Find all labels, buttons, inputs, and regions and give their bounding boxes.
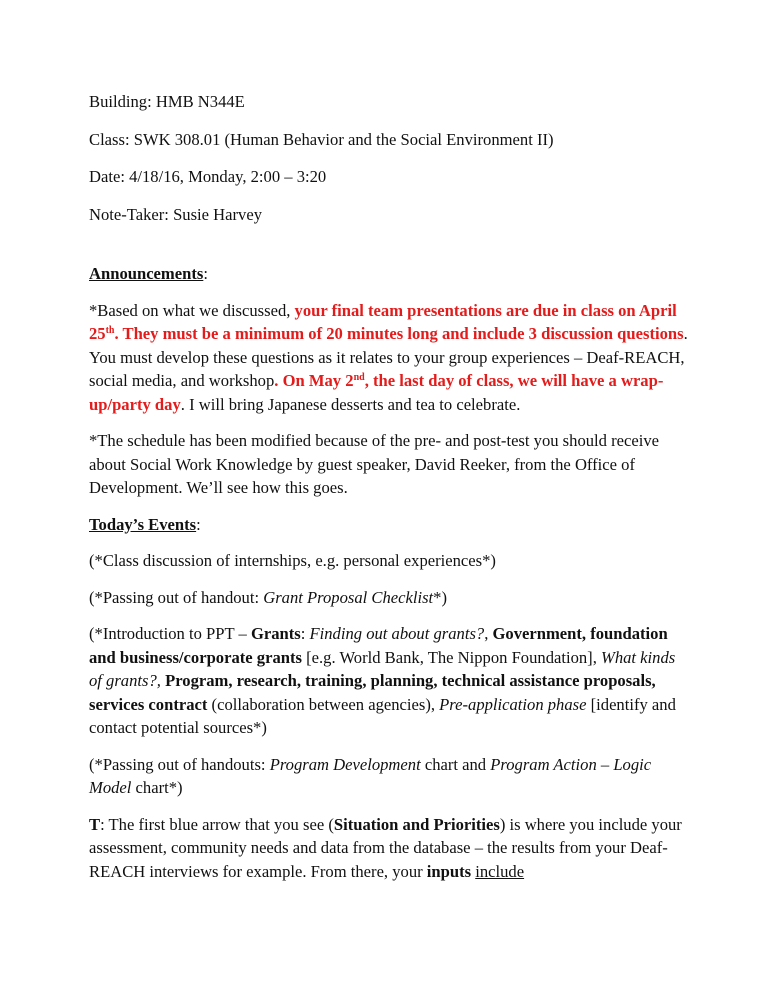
e2-c: *): [433, 587, 447, 607]
e4-c: chart and: [420, 754, 491, 774]
e4-a: (*Passing out of handouts:: [89, 754, 270, 774]
ann1-requirements: . They must be a minimum of 20 minutes long and include 3 discussion questions: [114, 324, 684, 343]
announcements-heading: [89, 262, 688, 286]
ann1-text-g: . I will bring Japanese desserts and tea to celebrate.: [180, 394, 521, 414]
e3-examples: [e.g. World Bank, The Nippon Foundation],: [301, 647, 601, 667]
events-heading: [89, 513, 688, 537]
ann1-due-sup: th: [105, 325, 115, 336]
event-teacher-note: [89, 813, 688, 884]
event-handouts-charts: [89, 753, 688, 800]
e3-grant-types: Government, foundation and business/corporate grants: [89, 624, 668, 667]
ann1-may-text: . On May 2: [274, 371, 354, 390]
events-heading-text: Today’s Events: [89, 514, 197, 534]
e2-title: Grant Proposal Checklist: [263, 587, 434, 607]
e2-a: (*Passing out of handout:: [89, 587, 264, 607]
ann1-may-sup: nd: [353, 372, 365, 383]
ann1-party-text: , the last day of class, we will have a wrap-up/party day: [89, 371, 664, 414]
announcement-presentations: [89, 299, 688, 417]
spacer: [89, 240, 688, 262]
note-taker-line: Note-Taker: Susie Harvey: [89, 204, 263, 224]
e5-include: include: [475, 861, 525, 881]
e3-a: (*Introduction to PPT –: [89, 624, 251, 643]
date-line: Date: 4/18/16, Monday, 2:00 – 3:20: [89, 167, 327, 186]
e3-c: :: [300, 624, 310, 643]
announcements-heading-text: Announcements: [89, 264, 204, 283]
e5-d: ) is where you include your assessment, community needs and data from the database – the results from your Deaf-REACH interviews for example. From there, your: [89, 814, 682, 881]
announcements-heading-colon: :: [203, 264, 208, 283]
e3-identify: [identify and contact potential sources*): [89, 694, 676, 737]
e5-inputs: inputs: [426, 861, 472, 881]
e4-e: chart*): [131, 778, 183, 797]
e4-logic-model: Program Action – Logic Model: [89, 754, 652, 797]
ann1-due-text: your final team presentations are due in class on April 25: [89, 300, 677, 343]
class-line: Class: SWK 308.01 (Human Behavior and the Social Environment II): [89, 129, 554, 149]
event-ppt-grants: [89, 622, 688, 740]
e3-proposals: Program, research, training, planning, technical assistance proposals, services contract: [89, 671, 656, 714]
e3-e: ,: [484, 624, 493, 643]
e3-grants: Grants: [250, 624, 301, 643]
events-heading-colon: :: [196, 514, 201, 534]
e3-collab: (collaboration between agencies),: [207, 694, 440, 714]
event-handout-checklist: [89, 586, 688, 610]
e3-finding: Finding out about grants?: [309, 624, 485, 643]
ann1-text-d: . You must develop these questions as it relates to your group experiences – Deaf-REACH, social media, and workshop: [89, 324, 688, 390]
announcement-schedule: *The schedule has been modified because of the pre- and post-test you should receive about Social Work Knowledge by guest speaker, David Reeker, from the Office of Development. We’ll see how this goes.: [89, 431, 659, 497]
e5-situation: Situation and Priorities: [333, 814, 500, 834]
e4-program-dev: Program Development: [269, 754, 421, 774]
building-line: Building: HMB N344E: [89, 92, 245, 111]
e5-b: : The first blue arrow that you see (: [100, 814, 334, 834]
e3-kinds: What kinds of grants?,: [89, 647, 676, 690]
e3-preapp: Pre-application phase: [439, 694, 587, 714]
ann1-text-a: *Based on what we discussed,: [89, 300, 295, 320]
e5-speaker: T: [89, 814, 101, 834]
event-internships: (*Class discussion of internships, e.g. personal experiences*): [89, 551, 496, 570]
